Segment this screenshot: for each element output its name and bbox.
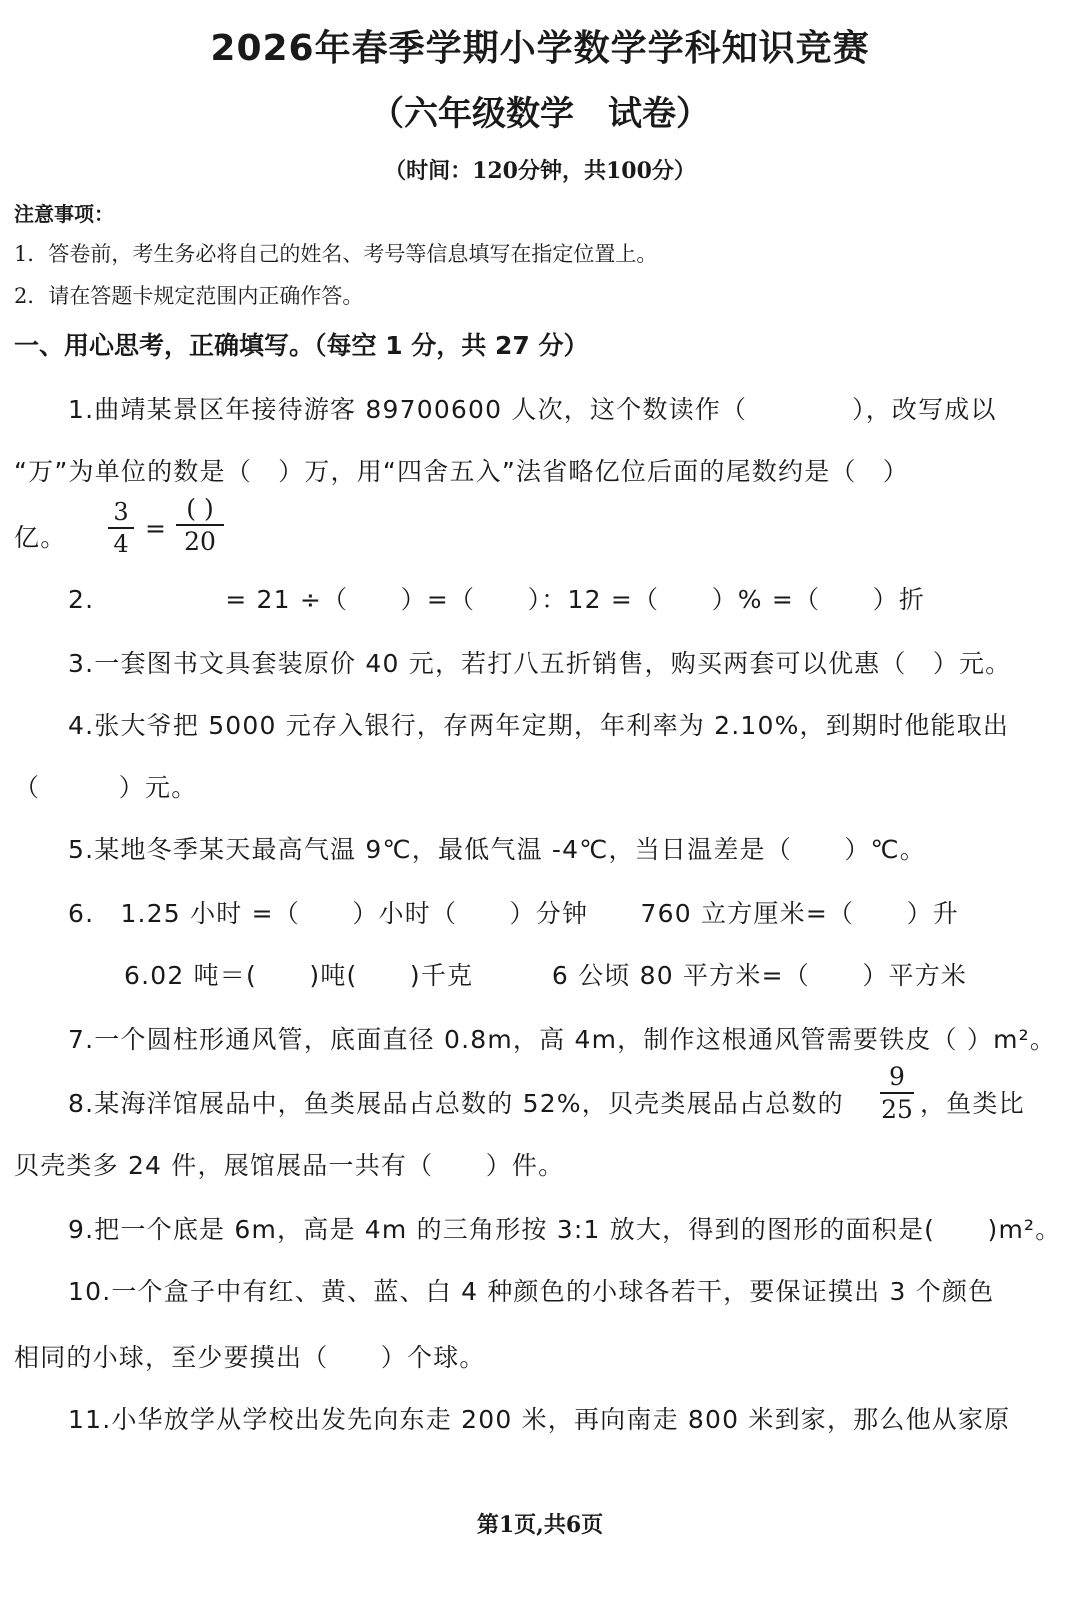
- fraction-blank-over-twenty: [176, 496, 224, 554]
- question-2: 2. = 21 ÷（ ）=（ ）：12 =（ ）% =（ ）折: [68, 585, 926, 614]
- section-heading: 一、用心思考，正确填写。（每空 1 分，共 27 分）: [14, 331, 589, 360]
- fraction-nine-twentyfifths: [880, 1064, 914, 1122]
- fraction-denominator: 25: [881, 1095, 913, 1124]
- fraction-numerator: 3: [113, 498, 129, 526]
- question-9: 9.把一个底是 6m，高是 4m 的三角形按 3:1 放大，得到的图形的面积是( )m²。: [68, 1215, 1062, 1244]
- page-number: 第1页,共6页: [476, 1512, 604, 1538]
- fraction-denominator: 4: [113, 530, 129, 558]
- question-11-line-1: 11.小华放学从学校出发先向东走 200 米，再向南走 800 米到家，那么他从家原: [68, 1405, 1011, 1434]
- note-item-1: 1．答卷前，考生务必将自己的姓名、考号等信息填写在指定位置上。: [14, 242, 658, 266]
- question-8-line-2: 贝壳类多 24 件，展馆展品一共有（ ）件。: [14, 1151, 565, 1180]
- question-1-line-3: 亿。: [14, 523, 67, 552]
- note-item-2: 2．请在答题卡规定范围内正确作答。: [14, 284, 364, 308]
- fraction-denominator: 20: [184, 527, 216, 556]
- question-10-line-2: 相同的小球，至少要摸出（ ）个球。: [14, 1343, 486, 1372]
- exam-title: 2026年春季学期小学数学学科知识竞赛: [210, 28, 870, 69]
- fraction-numerator: ( ): [186, 494, 214, 523]
- question-4-line-1: 4.张大爷把 5000 元存入银行，存两年定期，年利率为 2.10%，到期时他能取出: [68, 711, 1010, 740]
- question-3: 3.一套图书文具套装原价 40 元，若打八五折销售，购买两套可以优惠（ ）元。: [68, 649, 1012, 678]
- fraction-three-quarters: [108, 500, 134, 556]
- question-7: 7.一个圆柱形通风管，底面直径 0.8m，高 4m，制作这根通风管需要铁皮（ ）m²。: [68, 1025, 1057, 1054]
- fraction-bar: [880, 1092, 914, 1094]
- question-1-line-2: “万”为单位的数是（ ）万，用“四舍五入”法省略亿位后面的尾数约是（ ）: [14, 457, 910, 486]
- equals-sign: =: [145, 514, 168, 543]
- question-5: 5.某地冬季某天最高气温 9℃，最低气温 -4℃，当日温差是（ ）℃。: [68, 835, 927, 864]
- fraction-bar: [108, 527, 134, 529]
- question-1-line-1: 1.曲靖某景区年接待游客 89700600 人次，这个数读作（ ），改写成以: [68, 395, 997, 424]
- question-6-line-2: 6.02 吨＝( )吨( )千克 6 公顷 80 平方米=（ ）平方米: [124, 961, 968, 990]
- exam-subtitle: （六年级数学 试卷）: [370, 94, 710, 134]
- question-6-line-1: 6. 1.25 小时 =（ ）小时（ ）分钟 760 立方厘米=（ ）升: [68, 899, 959, 928]
- exam-time-info: （时间：120分钟，共100分）: [384, 158, 696, 184]
- question-8-line-1: 8.某海洋馆展品中，鱼类展品占总数的 52%，贝壳类展品占总数的: [68, 1089, 844, 1118]
- question-8-line-1-end: ，鱼类比: [920, 1089, 1025, 1118]
- fraction-bar: [176, 524, 224, 526]
- question-4-line-2: （ ）元。: [14, 773, 198, 802]
- notes-heading: 注意事项：: [14, 202, 114, 226]
- question-10-line-1: 10.一个盒子中有红、黄、蓝、白 4 种颜色的小球各若干，要保证摸出 3 个颜色: [68, 1277, 995, 1306]
- fraction-numerator: 9: [889, 1062, 905, 1091]
